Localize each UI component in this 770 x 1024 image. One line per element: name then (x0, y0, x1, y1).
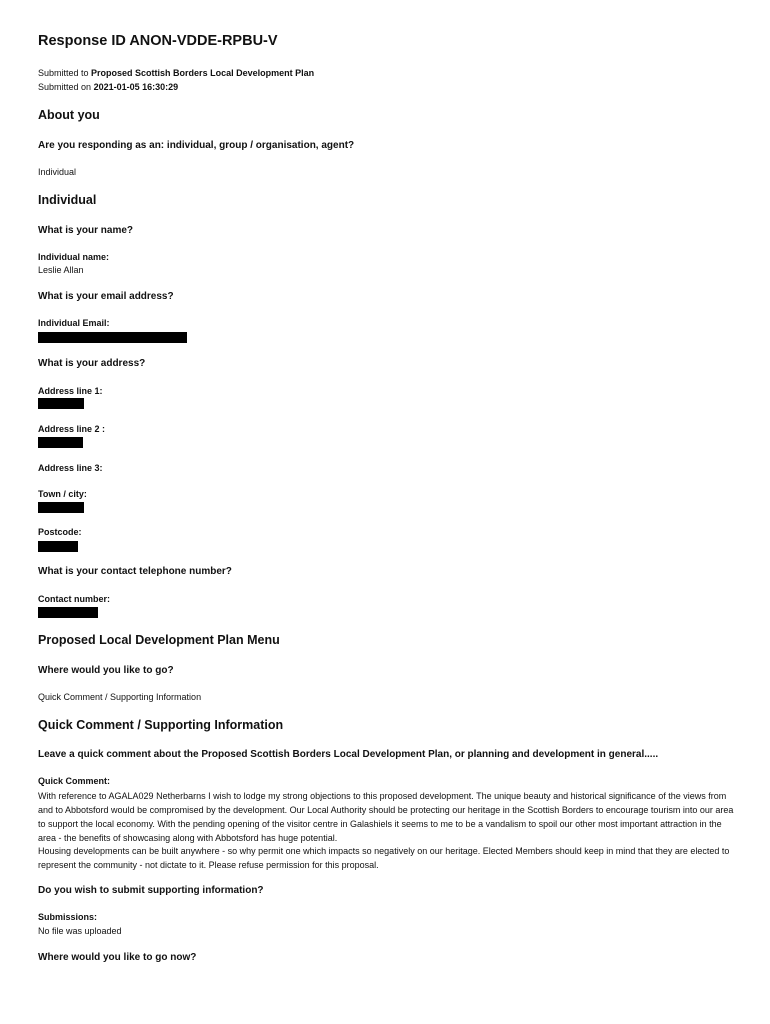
respondent-type-answer: Individual (38, 167, 77, 177)
town-redaction (38, 502, 84, 513)
address-line-3-label: Address line 3: (38, 463, 103, 473)
email-label: Individual Email: (38, 318, 110, 328)
quick-comment-question: Leave a quick comment about the Proposed Scottish Borders Local Development Plan, or planning and development in general..... (38, 749, 659, 760)
email-redaction (38, 332, 187, 343)
address-question: What is your address? (38, 358, 146, 369)
about-heading: About you (38, 108, 100, 122)
supporting-info-question: Do you wish to submit supporting information? (38, 885, 264, 896)
submitted-on-prefix: Submitted on (38, 82, 92, 92)
submitted-on-line (38, 82, 178, 92)
quick-comment-heading: Quick Comment / Supporting Information (38, 718, 284, 732)
phone-redaction (38, 607, 98, 618)
menu-heading: Proposed Local Development Plan Menu (38, 633, 280, 647)
submitted-to-prefix: Submitted to (38, 68, 89, 78)
individual-heading: Individual (38, 193, 97, 207)
town-label: Town / city: (38, 489, 87, 499)
quick-comment-paragraph-1: With reference to AGALA029 Netherbarns I wish to lodge my strong objections to this proposed development. The unique beauty and historical significance of the views from and to Abbotsford would be compromised by the development. Our Local Authority should be protecting our heritage in the Scottish Borders to encourage tourism into our area to support the local economy. With the pending opening of the visitor centre in Galashiels it seems to me to be a vandalism to spoil our other most important attraction in the area - the benefits of showcasing along with Abbotsford has huge potential. (38, 791, 734, 843)
respondent-type-question: Are you responding as an: individual, group / organisation, agent? (38, 140, 355, 151)
page-title: Response ID ANON-VDDE-RPBU-V (38, 33, 278, 49)
postcode-redaction (38, 541, 78, 552)
next-destination-question: Where would you like to go now? (38, 952, 197, 963)
name-question: What is your name? (38, 225, 134, 236)
phone-question: What is your contact telephone number? (38, 566, 232, 577)
quick-comment-label: Quick Comment: (38, 776, 111, 786)
submissions-value: No file was uploaded (38, 926, 122, 936)
submitted-to-value: Proposed Scottish Borders Local Development Plan (91, 68, 315, 78)
address-line-1-label: Address line 1: (38, 386, 103, 396)
menu-question: Where would you like to go? (38, 665, 174, 676)
phone-label: Contact number: (38, 594, 110, 604)
name-label: Individual name: (38, 252, 110, 262)
postcode-label: Postcode: (38, 527, 82, 537)
address-line-1-redaction (38, 398, 84, 409)
submitted-on-value: 2021-01-05 16:30:29 (93, 82, 179, 92)
submissions-label: Submissions: (38, 912, 98, 922)
address-line-2-redaction (38, 437, 83, 448)
email-question: What is your email address? (38, 291, 174, 302)
submitted-to-line (38, 68, 314, 78)
name-value: Leslie Allan (38, 265, 84, 275)
menu-answer: Quick Comment / Supporting Information (38, 692, 202, 702)
address-line-2-label: Address line 2 : (38, 424, 106, 434)
quick-comment-paragraph-2: Housing developments can be built anywhere - so why permit one which impacts so negatively on our heritage. Elected Members should keep in mind that they are elected to represent the community - not dictate to it. Please refuse permission for this proposal. (38, 846, 730, 870)
